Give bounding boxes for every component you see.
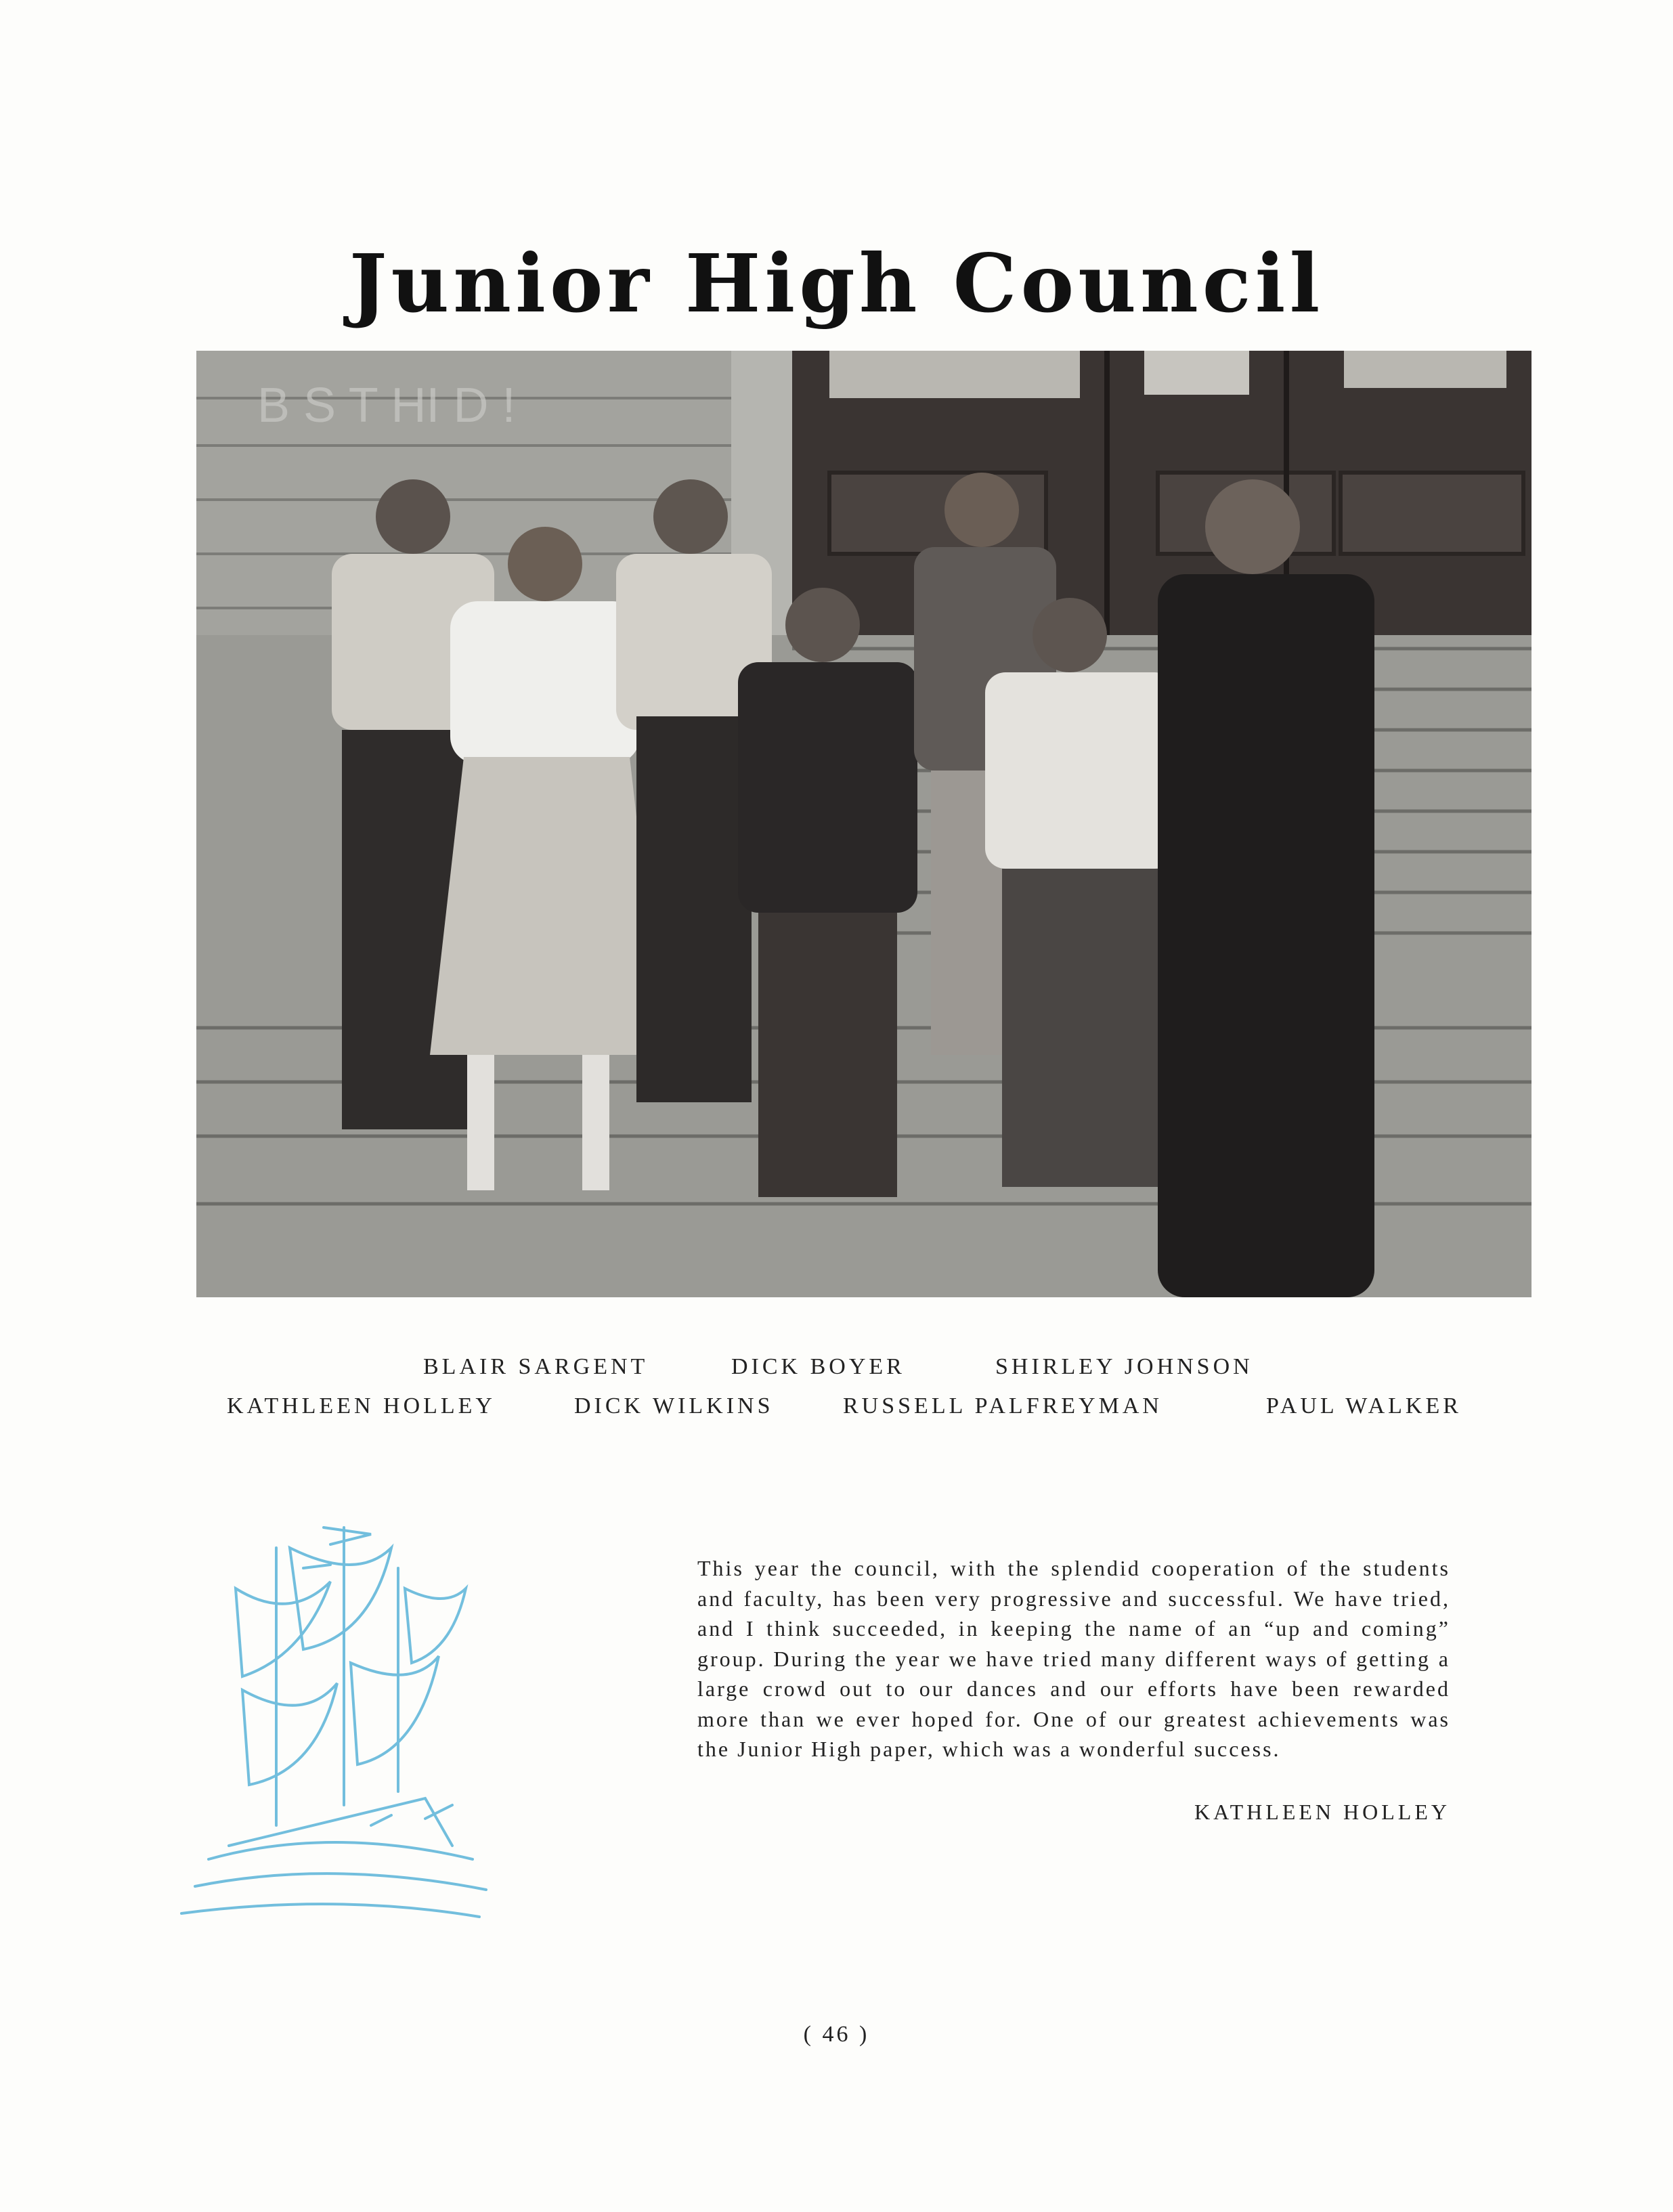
ship-sketch — [168, 1507, 493, 1927]
caption-name: DICK BOYER — [731, 1354, 905, 1379]
group-photo-image — [196, 351, 1531, 1297]
group-photo — [196, 351, 1531, 1297]
ship-icon — [168, 1507, 493, 1927]
caption-name: DICK WILKINS — [574, 1393, 774, 1418]
page-title: Junior High Council — [349, 236, 1324, 331]
article-text: This year the council, with the splendid cooperation of the students and faculty, has been very progressive and successful. We have tried, and I think succeeded, in keeping the name of an “up and coming” group. During the year we have tried many different ways of getting a large crowd out to our dances and our efforts have been rewarded more than we ever hoped for. One of our greatest achievements was the Junior High paper, which was a wonderful success. — [697, 1556, 1450, 1761]
chalk-writing: B S T HI D ! — [257, 378, 516, 433]
page-number: ( 46 ) — [803, 2022, 870, 2047]
caption-name: BLAIR SARGENT — [423, 1354, 649, 1379]
caption-name: KATHLEEN HOLLEY — [227, 1393, 496, 1418]
caption-name: PAUL WALKER — [1266, 1393, 1462, 1418]
caption-name: RUSSELL PALFREYMAN — [843, 1393, 1163, 1418]
article-author: KATHLEEN HOLLEY — [1194, 1800, 1450, 1824]
caption-name: SHIRLEY JOHNSON — [995, 1354, 1253, 1379]
